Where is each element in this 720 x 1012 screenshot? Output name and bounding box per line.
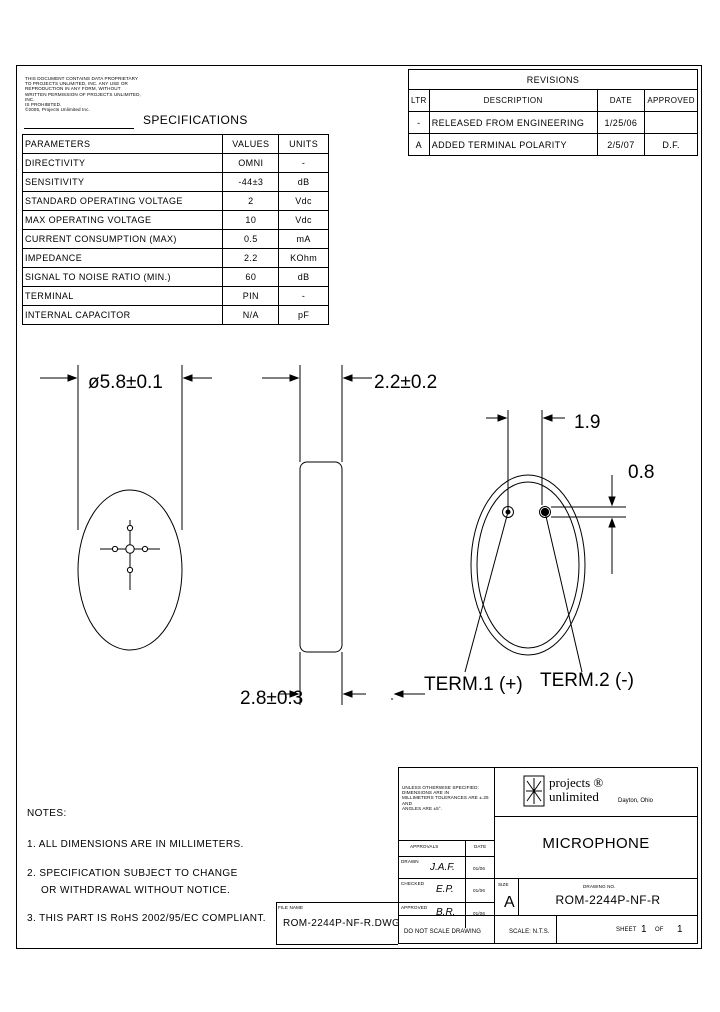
table-row: SIGNAL TO NOISE RATIO (MIN.) 60 dB	[23, 268, 329, 287]
sheet-number: 1	[641, 924, 647, 935]
drawn-date: 01/06	[473, 866, 485, 871]
scale: SCALE: N.T.S.	[509, 929, 550, 935]
table-row: CURRENT CONSUMPTION (MAX) 0.5 mA	[23, 230, 329, 249]
lead-height-dimension: 2.8±0.3	[240, 688, 304, 709]
revisions-title-row: REVISIONS	[409, 70, 698, 90]
drawn-label: DRAWN	[401, 859, 419, 864]
checked-by: E.P.	[436, 884, 454, 895]
notes: NOTES: 1. ALL DIMENSIONS ARE IN MILLIMETERS. 2. SPECIFICATION SUBJECT TO CHANGE OR WITHDRAWAL WITHOUT NOTICE. 3. THIS PART IS RoHS 2002/95/EC COMPLIANT.	[27, 808, 266, 924]
size-value: A	[504, 894, 515, 911]
table-row: INTERNAL CAPACITOR N/A pF	[23, 306, 329, 325]
proprietary-notice: THIS DOCUMENT CONTAINS DATA PROPRIETARY TO PROJECTS UNLIMITED, INC. ANY USE OR REPRODUCTION IN ANY FORM, WITHOUT WRITTEN PERMISSION OF PROJECTS UNLIMITED, INC. IS PROHIBITED. ©2005, Projects Unlimited Inc.	[25, 76, 141, 113]
company-logo	[523, 775, 545, 807]
terminal-2-label: TERM.2 (-)	[540, 670, 634, 691]
of-label: OF	[655, 927, 664, 933]
table-row: SENSITIVITY -44±3 dB	[23, 173, 329, 192]
file-name: ROM-2244P-NF-R.DWG	[283, 918, 401, 929]
do-not-scale: DO NOT SCALE DRAWING	[404, 929, 482, 935]
date-label: DATE	[474, 844, 487, 849]
diameter-dimension: ø5.8±0.1	[88, 372, 163, 393]
table-row: A ADDED TERMINAL POLARITY 2/5/07 D.F.	[409, 134, 698, 156]
drawn-by: J.A.F.	[430, 862, 455, 873]
table-row: DIRECTIVITY OMNI -	[23, 154, 329, 173]
height-dimension: 2.2±0.2	[374, 372, 438, 393]
terminal-1-label: TERM.1 (+)	[424, 674, 523, 695]
notes-title: NOTES:	[27, 808, 67, 819]
approved-date: 01/06	[473, 911, 485, 916]
drawing-no-label: DRAWING NO.	[583, 884, 616, 889]
rear-view-circle	[471, 475, 585, 655]
approved-by: B.R.	[436, 907, 456, 918]
approvals-label: APPROVALS	[410, 844, 439, 849]
spec-title: SPECIFICATIONS	[143, 113, 248, 127]
total-sheets: 1	[677, 924, 683, 935]
company-name-line2: unlimited	[549, 789, 599, 804]
sheet-label: SHEET	[616, 927, 637, 933]
part-title: MICROPHONE	[542, 835, 650, 852]
table-row: - RELEASED FROM ENGINEERING 1/25/06	[409, 112, 698, 134]
table-row: MAX OPERATING VOLTAGE 10 Vdc	[23, 211, 329, 230]
approved-label: APPROVED	[401, 905, 428, 910]
drawing-no: ROM-2244P-NF-R	[555, 893, 661, 907]
file-name-label: FILE NAME	[278, 905, 304, 910]
pin-spacing-dimension: 0.8	[628, 462, 655, 483]
offset-dimension: 1.9	[574, 412, 601, 433]
size-label: SIZE	[498, 882, 509, 887]
revisions-header-row: LTR DESCRIPTION DATE APPROVED	[409, 90, 698, 112]
checked-label: CHECKED	[401, 881, 425, 886]
company-location: Dayton, Ohio	[618, 798, 654, 804]
table-row: TERMINAL PIN -	[23, 287, 329, 306]
company-name-line1: projects ®	[549, 775, 604, 790]
spec-header-row: PARAMETERS VALUES UNITS	[23, 135, 329, 154]
table-row: IMPEDANCE 2.2 KOhm	[23, 249, 329, 268]
tolerance-note: UNLESS OTHERWISE SPECIFIED: DIMENSIONS ARE IN MILLIMETERS TOLERANCES ARE ±.25 AND ANGLES ARE ±5°.	[402, 785, 489, 811]
side-view-body	[300, 462, 342, 652]
checked-date: 01/06	[473, 888, 485, 893]
table-row: STANDARD OPERATING VOLTAGE 2 Vdc	[23, 192, 329, 211]
